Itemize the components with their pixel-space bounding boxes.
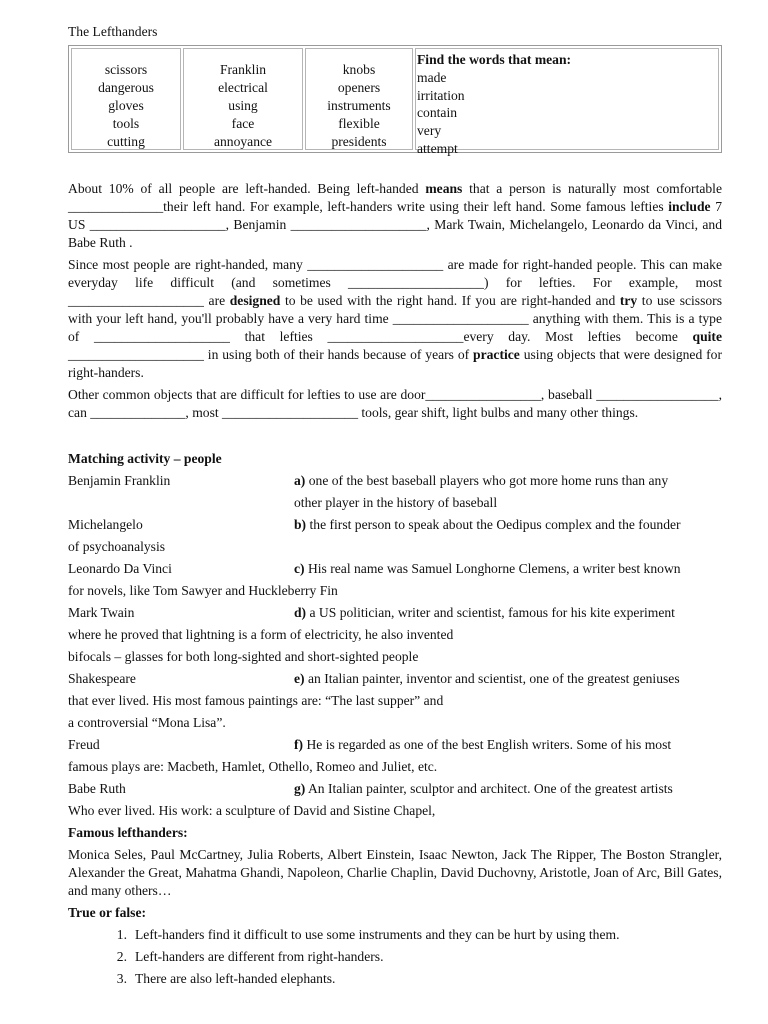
- matching-activity: [68, 470, 722, 822]
- matching-letter: f): [294, 737, 304, 752]
- bold-keyword: quite: [692, 329, 722, 344]
- word-cell: tools: [112, 116, 140, 131]
- matching-description-continued: famous plays are: Macbeth, Hamlet, Othello, Romeo and Juliet, etc.: [68, 759, 438, 774]
- item-statement: Left-handers find it difficult to use some instruments and they can be hurt by using them.: [135, 927, 620, 942]
- item-statement: Left-handers are different from right-handers.: [135, 949, 384, 964]
- matching-description: His real name was Samuel Longhorne Clemens, a writer best known: [304, 561, 681, 576]
- find-words-heading: Find the words that mean:: [417, 52, 572, 67]
- bold-keyword: practice: [473, 347, 520, 362]
- matching-description: He is regarded as one of the best English writers. Some of his most: [303, 737, 672, 752]
- true-false-title: True or false:: [68, 905, 147, 920]
- find-word: made: [417, 69, 447, 85]
- true-false-item: [68, 946, 722, 968]
- item-number: 1.: [116, 927, 127, 942]
- matching-person: Babe Ruth: [68, 781, 126, 796]
- find-word: very: [417, 123, 442, 139]
- word-cell: dangerous: [98, 80, 154, 95]
- word-cell: Franklin: [219, 62, 267, 77]
- paragraph-text: About 10% of all people are left-handed. Being left-handed: [68, 181, 426, 196]
- matching-person: Michelangelo: [68, 517, 143, 532]
- famous-lefthanders-title: Famous lefthanders:: [68, 825, 188, 840]
- matching-description-continued: for novels, like Tom Sawyer and Huckleberry Fin: [68, 583, 338, 598]
- matching-row: [68, 734, 722, 756]
- famous-lefthanders-list: Monica Seles, Paul McCartney, Julia Roberts, Albert Einstein, Isaac Newton, Jack The Ripper, The Boston Strangler, Alexander the Great, Mahatma Ghandi, Napoleon, Charlie Chaplin, David Duchovny, Aristotle, Joan of Arc, Bill Gates, and many others…: [68, 847, 722, 898]
- item-number: 3.: [116, 971, 127, 986]
- bold-keyword: try: [619, 293, 638, 308]
- find-word: irritation: [417, 87, 465, 103]
- matching-description: an Italian painter, inventor and scientist, one of the greatest geniuses: [304, 671, 680, 686]
- bold-keyword: include: [668, 199, 711, 214]
- word-cell: presidents: [331, 134, 387, 149]
- find-words-column: [415, 48, 719, 156]
- word-column-3: [305, 48, 413, 150]
- true-false-list: [68, 924, 722, 990]
- gap-fill-paragraph-3: [68, 386, 722, 422]
- matching-description-continued: where he proved that lightning is a form of electricity, he also invented: [68, 627, 454, 642]
- matching-description: the first person to speak about the Oedipus complex and the founder: [306, 517, 681, 532]
- matching-letter: g): [294, 781, 306, 796]
- matching-person: Freud: [68, 737, 100, 752]
- matching-person: Mark Twain: [68, 605, 135, 620]
- matching-person: Shakespeare: [68, 671, 136, 686]
- matching-person: Leonardo Da Vinci: [68, 561, 172, 576]
- word-box-table: [68, 45, 722, 156]
- paragraph-text: using objects that were designed for right-handers.: [68, 347, 722, 380]
- word-cell: scissors: [104, 62, 148, 77]
- item-number: 2.: [116, 949, 127, 964]
- word-cell: gloves: [108, 98, 144, 113]
- matching-letter: c): [294, 561, 305, 576]
- word-cell: instruments: [327, 98, 391, 113]
- word-column-2: [183, 48, 303, 150]
- matching-person: Benjamin Franklin: [68, 473, 171, 488]
- word-column-1: [71, 48, 181, 150]
- paragraph-text: Since most people are right-handed, many ____________________ are made for right-handed people. This can make everyday life difficult (and sometimes ____________________) for lefties. For example, most ____________________ are: [68, 257, 722, 308]
- worksheet-page: [68, 22, 722, 990]
- word-cell: flexible: [338, 116, 380, 131]
- paragraph-text: Other common objects that are difficult for lefties to use are door_________________, baseball __________________, can ______________, most ____________________ tools, gear shift, light bulbs and many other things.: [68, 387, 722, 420]
- matching-letter: e): [294, 671, 305, 686]
- matching-title: Matching activity – people: [68, 451, 222, 466]
- gap-fill-paragraph-1: [68, 180, 722, 252]
- matching-row: [68, 470, 722, 492]
- matching-description-continued: other player in the history of baseball: [294, 495, 498, 510]
- paragraph-text: to be used with the right hand. If you are right-handed and: [280, 293, 620, 308]
- word-cell: electrical: [218, 80, 268, 95]
- find-word: contain: [417, 105, 458, 121]
- matching-row: [68, 778, 722, 800]
- matching-row: [68, 514, 722, 536]
- item-statement: There are also left-handed elephants.: [135, 971, 336, 986]
- document-title: The Lefthanders: [68, 24, 158, 39]
- matching-description: one of the best baseball players who got more home runs than any: [305, 473, 669, 488]
- paragraph-text: to use scissors with your left hand, you'll probably have a very hard time ____________________ anything with them. This is a type of ____________________ that lefties ____________________every day. Most lefties become: [68, 293, 722, 344]
- gap-fill-paragraph-2: [68, 256, 722, 382]
- matching-letter: a): [294, 473, 306, 488]
- word-cell: knobs: [342, 62, 376, 77]
- matching-description-continued: of psychoanalysis: [68, 539, 166, 554]
- matching-description-continued: that ever lived. His most famous paintings are: “The last supper” and: [68, 693, 444, 708]
- matching-description: An Italian painter, sculptor and architect. One of the greatest artists: [305, 781, 673, 796]
- matching-description-continued: a controversial “Mona Lisa”.: [68, 715, 226, 730]
- matching-letter: d): [294, 605, 307, 620]
- paragraph-text: that a person is naturally most comfortable ______________their left hand. For example, left-handers write using their left hand. Some famous lefties: [68, 181, 722, 214]
- paragraph-text: ____________________ in using both of their hands because of years of: [68, 347, 474, 362]
- matching-row: [68, 558, 722, 580]
- paragraph-text: 7 US ____________________, Benjamin ____________________, Mark Twain, Michelangelo, Leonardo da Vinci, and Babe Ruth .: [68, 199, 722, 250]
- matching-description: a US politician, writer and scientist, famous for his kite experiment: [306, 605, 675, 620]
- bold-keyword: designed: [229, 293, 281, 308]
- true-false-item: [68, 924, 722, 946]
- matching-letter: b): [294, 517, 307, 532]
- matching-row: [68, 602, 722, 624]
- bold-keyword: means: [425, 181, 463, 196]
- word-cell: using: [228, 98, 258, 113]
- matching-description-continued: bifocals – glasses for both long-sighted and short-sighted people: [68, 649, 419, 664]
- true-false-item: [68, 968, 722, 990]
- word-cell: annoyance: [213, 134, 273, 149]
- matching-description-continued: Who ever lived. His work: a sculpture of David and Sistine Chapel,: [68, 803, 436, 818]
- find-word: attempt: [417, 140, 458, 156]
- word-cell: openers: [337, 80, 381, 95]
- matching-row: [68, 668, 722, 690]
- word-cell: cutting: [107, 134, 145, 149]
- word-cell: face: [231, 116, 255, 131]
